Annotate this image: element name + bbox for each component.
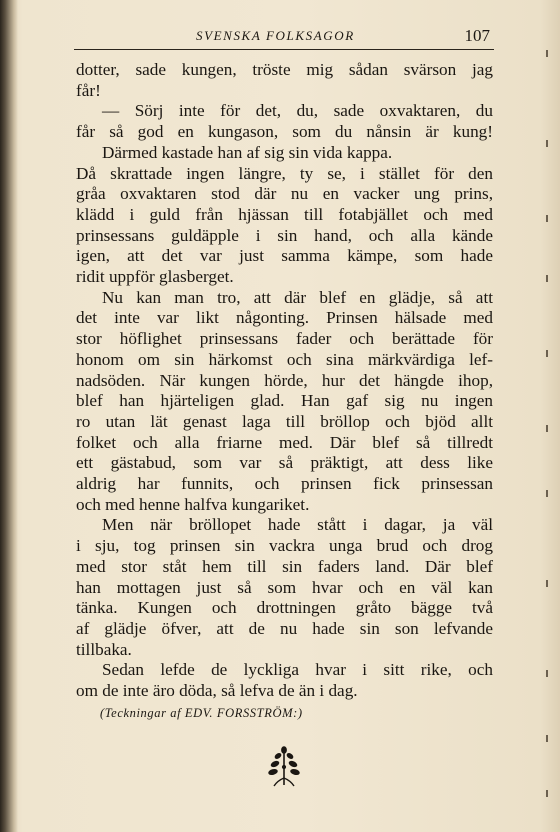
text-line: blef han hjärteligen glad. Han gaf sig nu ingen: [76, 391, 493, 411]
text-line: honom om sin härkomst och sina märkvärdiga lef-: [76, 349, 493, 369]
text-line: folket och alla friarne med. Där blef så tillredt: [76, 432, 493, 452]
text-line: om de inte äro döda, så lefva de än i dag.: [76, 681, 358, 701]
page-number: 107: [464, 26, 490, 45]
text-line: i sju, tog prinsen sin vackra unga brud och drog: [76, 536, 493, 556]
text-line: — Sörj inte för det, du, sade oxvaktaren, du: [102, 101, 493, 121]
text-line: Nu kan man tro, att där blef en glädje, så att: [102, 287, 493, 307]
text-line: med stor ståt hem till sin faders land. Där blef: [76, 556, 493, 576]
text-line: och med henne halfva kungariket.: [76, 494, 310, 514]
text-line: prinsessans guldäpple i sin hand, och alla kände: [76, 225, 493, 245]
text-line: gråa oxvaktaren stod där nu en vacker ung prins,: [76, 184, 493, 204]
text-line: ro utan lät genast laga till bröllop och bjöd allt: [76, 411, 493, 431]
text-line: Därmed kastade han af sig sin vida kappa.: [102, 142, 393, 162]
floral-vignette-icon: [264, 745, 304, 789]
text-line: får!: [76, 80, 101, 100]
book-gutter: [0, 0, 18, 832]
text-line: det inte var likt någonting. Prinsen hälsade med: [76, 308, 493, 328]
text-line: ett gästabud, som var så präktigt, att dess like: [76, 453, 493, 473]
text-line: nadsöden. När kungen hörde, hur det hängde ihop,: [76, 370, 493, 390]
page-edge-marks: [546, 20, 550, 820]
text-line: får så god en kungason, som du nånsin är kung!: [76, 122, 493, 142]
text-line: han mottagen just så som hvar och en väl kan: [76, 577, 493, 597]
text-line: af glädje öfver, att de nu hade sin son lefvande: [76, 618, 493, 638]
text-line: ridit uppför glasberget.: [76, 267, 234, 287]
text-line: dotter, sade kungen, tröste mig sådan svärson jag: [76, 60, 493, 79]
text-line: Sedan lefde de lyckliga hvar i sitt rike, och: [102, 660, 493, 680]
text-line: tänka. Kungen och drottningen gråto bägge två: [76, 598, 493, 618]
running-head: SVENSKA FOLKSAGOR: [196, 28, 355, 43]
page-header: [74, 25, 494, 50]
text-line: Då skrattade ingen längre, ty se, i stället för den: [76, 163, 493, 183]
text-line: stor höflighet prinsessans fader och berättade för: [76, 329, 493, 349]
text-line: igen, att det var just samma kämpe, som hade: [76, 246, 493, 266]
text-line: tillbaka.: [76, 639, 132, 659]
illustration-credit: (Teckningar af EDV. FORSSTRÖM:): [100, 706, 303, 720]
text-line: aldrig har funnits, och prinsen fick prinsessan: [76, 474, 493, 494]
text-line: klädd i guld från hjässan till fotabjället och med: [76, 204, 493, 224]
text-line: Men när bröllopet hade stått i dagar, ja väl: [102, 515, 493, 535]
body-text: [76, 60, 493, 702]
